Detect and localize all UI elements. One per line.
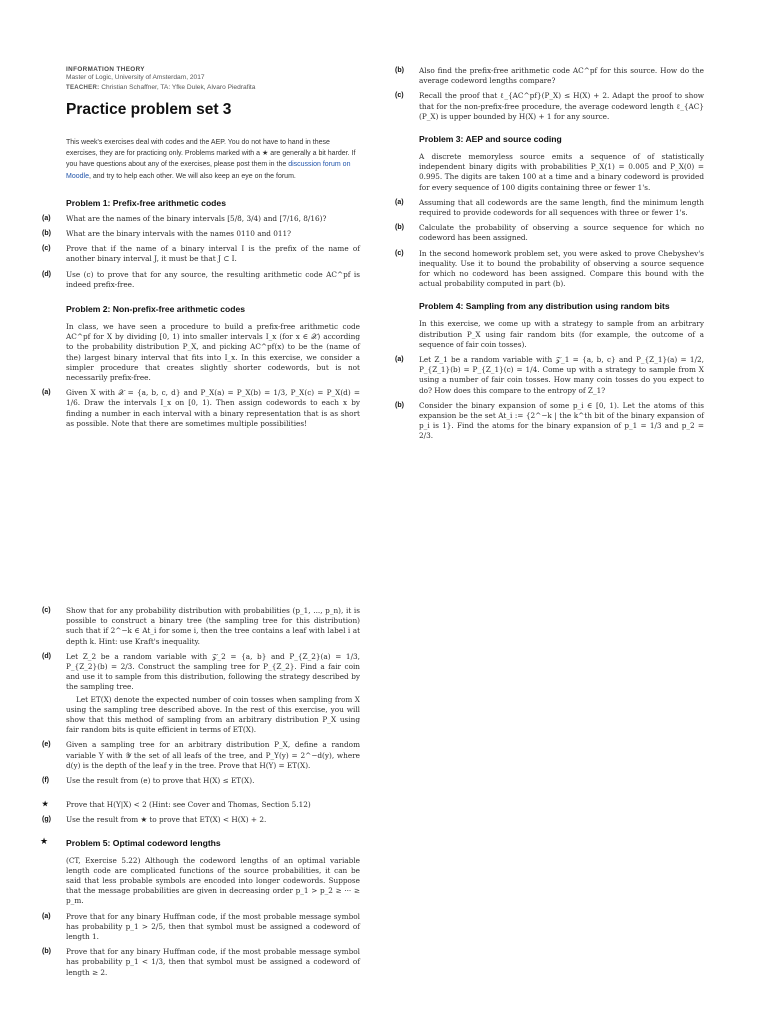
- problem2-item-b: (b) Also find the prefix-free arithmetic code AC^pf for this source. How do the average codeword lengths compare?: [395, 66, 704, 86]
- star-icon: ★: [261, 150, 269, 158]
- problem3-intro: A discrete memoryless source emits a sequence of of statistically independent binary digits with probabilities P_X(1) = 0.005 and P_X(0) = 0.995. The digits are taken 100 at a time and a binary codeword is provided for every sequence of 100 digits containing three or fewer 1's.: [419, 152, 704, 192]
- problem4-item-b: (b) Consider the binary expansion of some p_i ∈ [0, 1). Let the atoms of this expansion be the set At_i := {2^−k | the k^th bit of the binary expansion of p_i is 1}. Find the atoms for the binary expansion of p_1 = 1/3 and p_2 = 2/3.: [395, 400, 704, 441]
- intro-paragraph: [66, 137, 360, 182]
- teacher-names: Christian Schaffner, TA: Yfke Dulek, Alvaro Piedrafita: [101, 84, 256, 91]
- intro-text-3: , and try to help each other. We will also keep an eye on the forum.: [88, 172, 296, 180]
- problem1-item-a: (a) What are the names of the binary intervals [5/8, 3/4) and [7/16, 8/16)?: [42, 213, 327, 223]
- problem3-item-c: (c) In the second homework problem set, you were asked to prove Chebyshev's inequality. Use it to bound the probability of observing a source sequence for which no codeword has been assigned. Compare this bound with the actual probability computed in part (b).: [395, 248, 704, 289]
- problem2-heading: Problem 2: Non-prefix-free arithmetic codes: [66, 304, 246, 315]
- problem1-heading: Problem 1: Prefix-free arithmetic codes: [66, 197, 226, 208]
- teacher-line: [66, 83, 360, 93]
- problem3-heading: Problem 3: AEP and source coding: [419, 134, 562, 145]
- problem5-heading: Problem 5: Optimal codeword lengths: [66, 837, 221, 848]
- problem4-item-g: (g) Use the result from ★ to prove that ET(X) < H(X) + 2.: [42, 815, 267, 825]
- problem4-item-f: (f) Use the result from (e) to prove that H(X) ≤ ET(X).: [42, 776, 255, 786]
- star-icon: ★: [42, 801, 49, 809]
- problem5-item-b: (b) Prove that for any binary Huffman code, if the most probable message symbol has probability p_1 < 1/3, then that symbol must be assigned a codeword of length ≥ 2.: [42, 947, 360, 977]
- problem5-item-a: (a) Prove that for any binary Huffman code, if the most probable message symbol has probability p_1 > 2/5, then that symbol must be assigned a codeword of length 1.: [42, 911, 360, 942]
- teacher-label: TEACHER:: [66, 85, 100, 91]
- problem4-item-a: (a) Let Z_1 be a random variable with 𝒵_1 = {a, b, c} and P_{Z_1}(a) = 1/2, P_{Z_1}(b) = P_{Z_1}(c) = 1/4. Come up with a strategy to sample from X using a number of fair coin tosses. How many coin tosses do you expect to do? How does this compare to the entropy of Z_1?: [395, 355, 704, 395]
- problem1-item-b: (b) What are the binary intervals with the names 0110 and 011?: [42, 229, 292, 239]
- problem2-item-c: (c) Recall the proof that ℓ_{AC^pf}(P_X) ≤ H(X) + 2. Adapt the proof to show that for the non-prefix-free procedure, the average codeword length ℓ_{AC}(P_X) is upper bounded by H(X) + 1 for any source.: [395, 91, 704, 121]
- problem1-item-c: (c) Prove that if the name of a binary interval I is the prefix of the name of another binary interval J, it must be that J ⊂ I.: [42, 244, 360, 264]
- problem4-et-paragraph: Let ET(X) denote the expected number of coin tosses when sampling from X using the sampling tree described above. In the rest of this exercise, you will show that this method of sampling from an arbitrary distribution P_X using fair random bits is quite efficient in terms of ET(X).: [66, 694, 360, 735]
- moodle-forum-link[interactable]: discussion forum on Moodle: [66, 161, 351, 180]
- institution: Master of Logic, University of Amsterdam, 2017: [66, 74, 205, 81]
- left-column-top: [40, 66, 360, 434]
- problem2-intro: In class, we have seen a procedure to build a prefix-free arithmetic code AC^pf for X by dividing [0, 1) into smaller intervals I_x (for x ∈ 𝒳) according to the probability distribution P_X, and picking AC^pf(x) to be the (name of the) largest binary interval that fits into I_x. In this exercise, we consider a simpler procedure that creates slightly shorter codewords, but is not necessarily prefix-free.: [66, 322, 360, 383]
- left-column-bottom: [40, 606, 360, 983]
- intro-text-1: This week's exercises deal with codes and the AEP. You do not have to hand in these exercises, they are for practicing only. Problems marked with a: [66, 139, 330, 158]
- page-title: Practice problem set 3: [66, 101, 232, 118]
- problem2-item-a: (a) Given X with 𝒳 = {a, b, c, d} and P_X(a) = P_X(b) = 1/3, P_X(c) = P_X(d) = 1/6. Draw the intervals I_x on [0, 1). Then assign codewords to each x by finding a number in each interval with a binary representation that is as short as possible. Note that there are sometimes multiple possibilities!: [42, 388, 360, 428]
- problem4-item-star: ★ Prove that H(Y|X) < 2 (Hint: see Cover and Thomas, Section 5.12): [42, 800, 311, 810]
- problem1-item-d: (d) Use (c) to prove that for any source, the resulting arithmetic code AC^pf is indeed prefix-free.: [42, 269, 360, 289]
- problem5-heading-row: [40, 838, 360, 848]
- problem1-items: [40, 214, 360, 290]
- page-header: [66, 66, 360, 93]
- problem3-item-b: (b) Calculate the probability of observing a source sequence for which no codeword has been assigned.: [395, 223, 704, 243]
- problem4-intro: In this exercise, we come up with a strategy to sample from an arbitrary distribution P_X using fair random bits (for example, the outcome of a sequence of fair coin tosses).: [419, 319, 704, 349]
- problem4-item-d: (d) Let Z_2 be a random variable with 𝒵_2 = {a, b} and P_{Z_2}(a) = 1/3, P_{Z_2}(b) = 2/3. Construct the sampling tree for P_{Z_2}. Find a fair coin and use it to sample from this distribution, following the strategy described by the sampling tree.: [42, 651, 360, 692]
- intro-text-2: are generally a bit harder. If you have questions about any of the exercises, please post them in the: [66, 150, 356, 169]
- problem4-heading: Problem 4: Sampling from any distribution using random bits: [419, 301, 670, 312]
- star-icon: ★: [40, 836, 49, 847]
- course-name: INFORMATION THEORY: [66, 66, 145, 73]
- problem4-item-e: (e) Given a sampling tree for an arbitrary distribution P_X, define a random variable Y with 𝒴 the set of all leafs of the tree, and P_Y(y) = 2^−d(y), where d(y) is the depth of the leaf y in the tree. Prove that H(Y) = ET(X).: [42, 740, 360, 770]
- problem4-item-c: (c) Show that for any probability distribution with probabilities (p_1, ..., p_n), it is possible to construct a binary tree (the sampling tree for this distribution) such that if 2^−k ∈ At_i for some i, then the tree contains a leaf with label i at depth k. Hint: use Kraft's inequality.: [42, 606, 360, 646]
- right-column-top: [393, 66, 704, 447]
- problem5-intro: (CT, Exercise 5.22) Although the codeword lengths of an optimal variable length code are complicated functions of the source probabilities, it can be said that less probable symbols are encoded into longer codewords. Suppose that the message probabilities are given in decreasing order p_1 > p_2 ≥ ··· ≥ p_m.: [66, 855, 360, 906]
- problem3-item-a: (a) Assuming that all codewords are the same length, find the minimum length required to provide codewords for all sequences with three or fewer 1's.: [395, 197, 704, 218]
